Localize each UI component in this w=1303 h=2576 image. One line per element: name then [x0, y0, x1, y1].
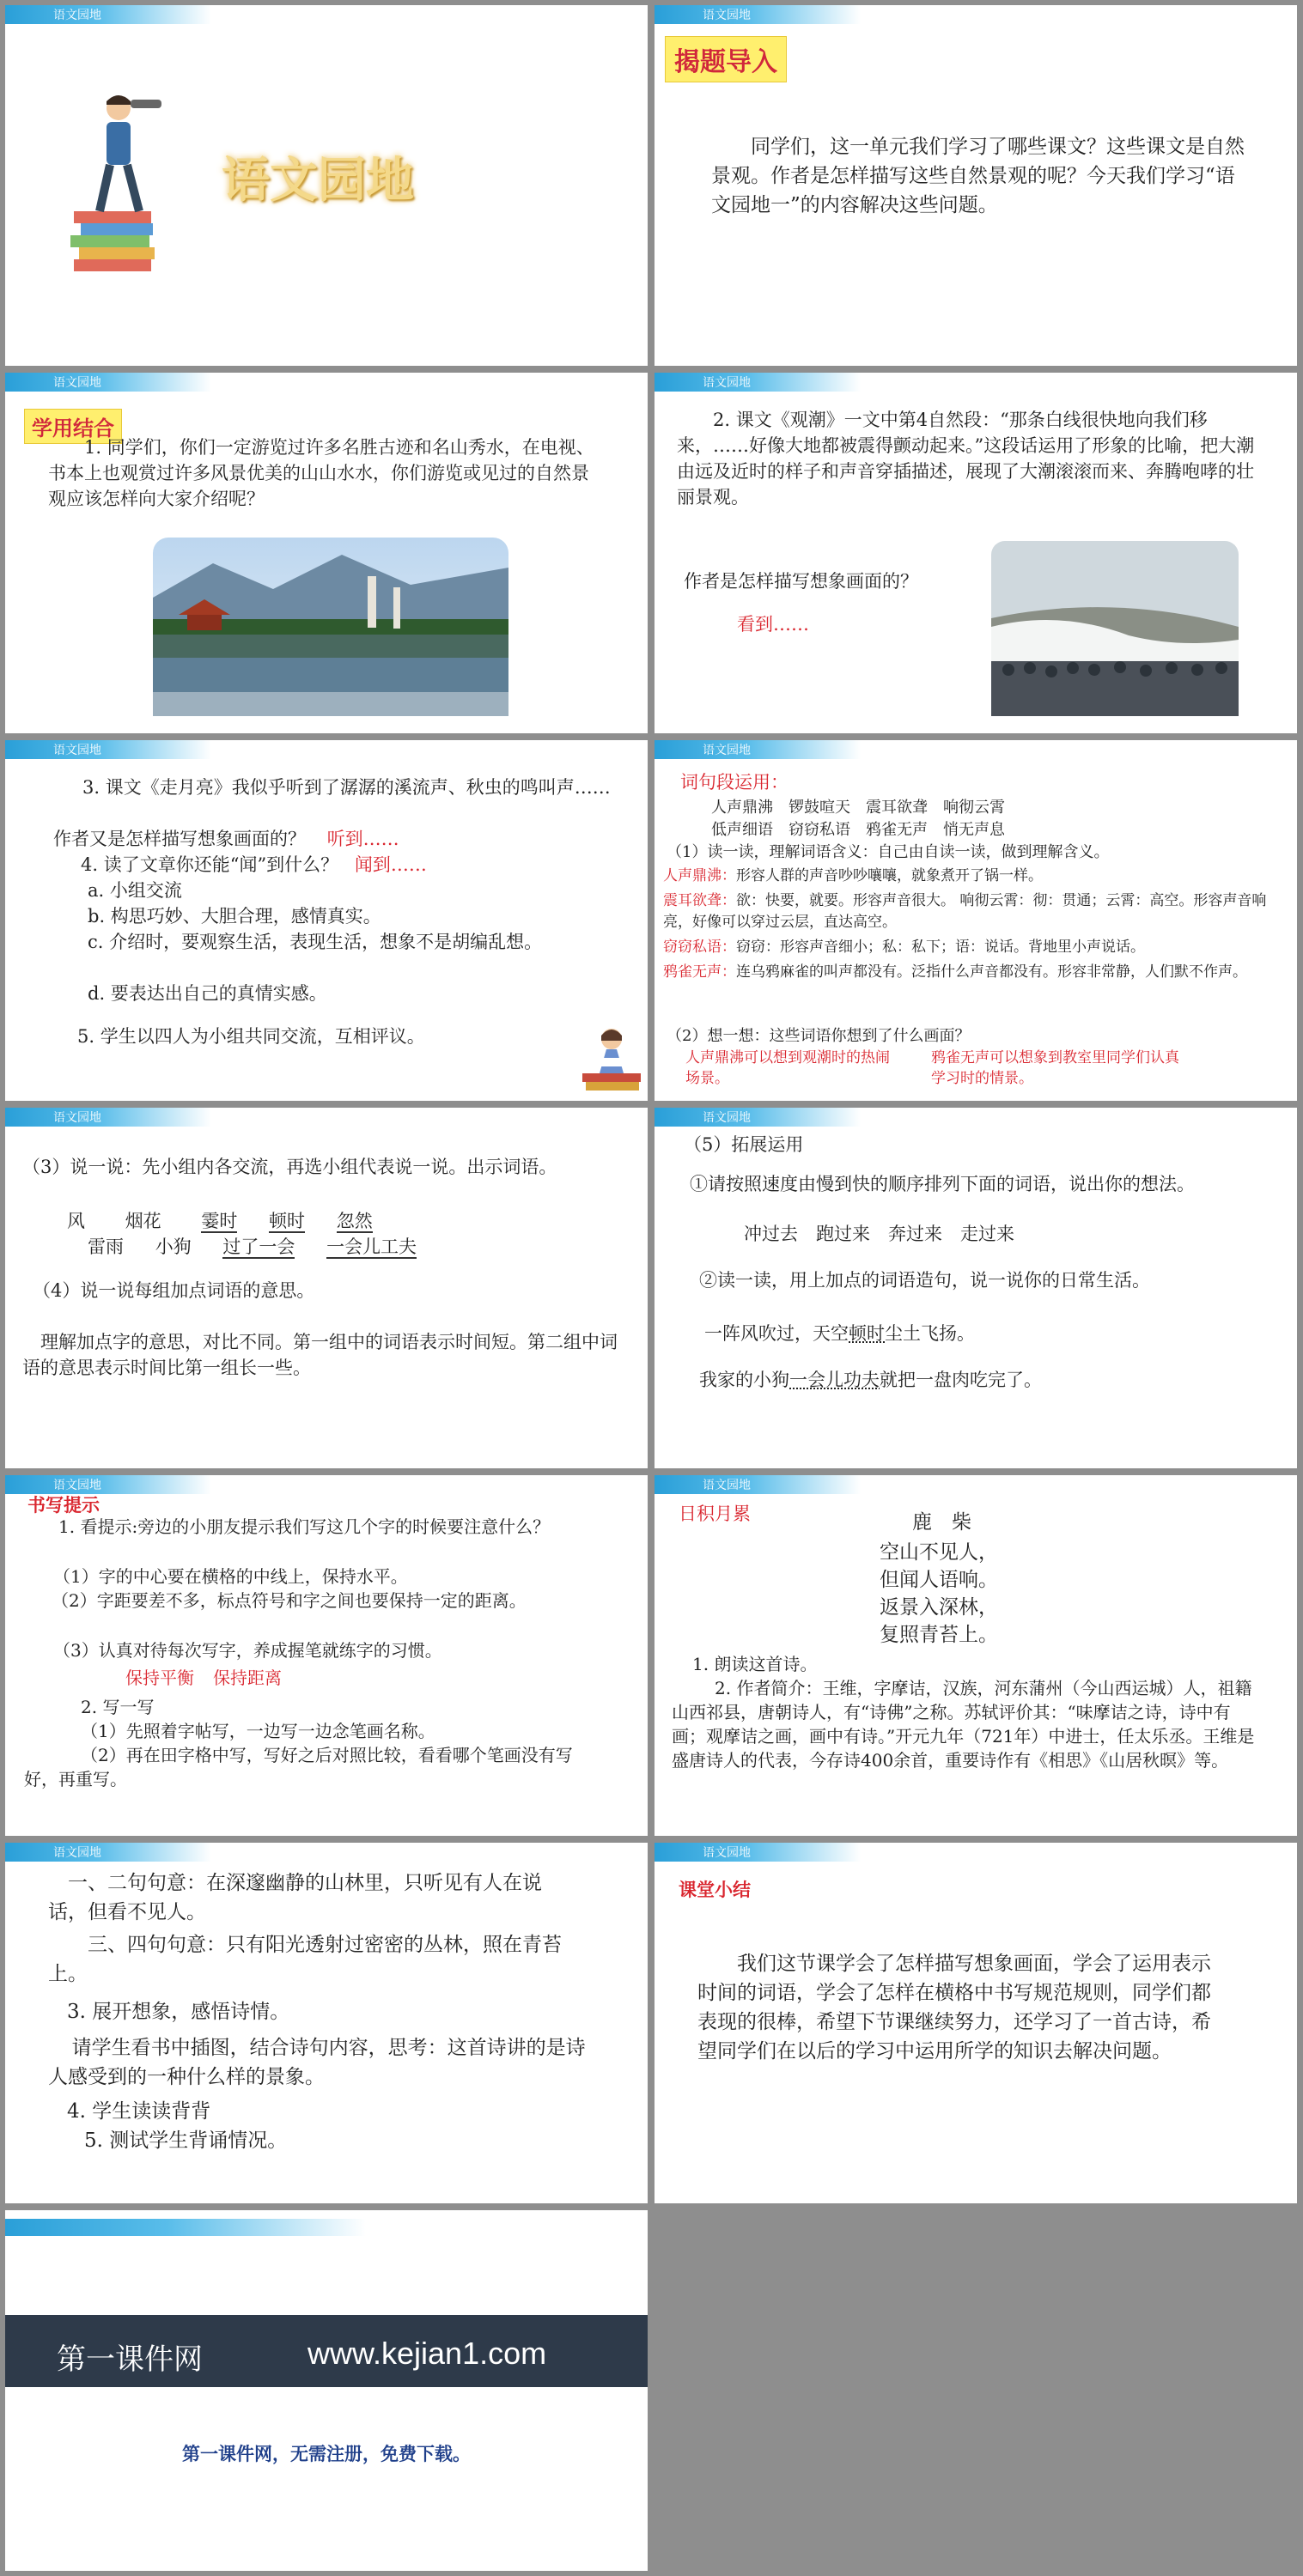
extend-p2: ②读一读，用上加点的词语造句，说一说你的日常生活。: [699, 1270, 1150, 1291]
title-text: 语文园地: [222, 153, 414, 209]
section-tag: 语文园地: [5, 5, 211, 24]
intro-text: 同学们，这一单元我们学习了哪些课文？这些课文是自然景观。作者是怎样描写这些自然景观的呢？今天我们学习“语文园地一”的内容解决这些问题。: [711, 136, 1245, 216]
section-tag: 语文园地: [655, 740, 861, 759]
meaning-l3: 3. 展开想象，感悟诗情。: [67, 2001, 290, 2023]
apply-badge: 学用结合: [24, 409, 122, 444]
slide-extend: [655, 1108, 1297, 1468]
meaning-l2: 三、四句句意：只有阳光透射过密密的丛林，照在青苔上。: [48, 1934, 562, 1985]
section-tag: 语文园地: [655, 1843, 861, 1862]
words-row-1: 人声鼎沸 锣鼓喧天 震耳欲聋 响彻云霄: [711, 799, 1005, 817]
moon-item-a: a. 小组交流: [88, 880, 182, 901]
time-explanation: 理解加点字的意思，对比不同。第一组中的词语表示时间短。第二组中词语的意思表示时间比第一组长一些。: [22, 1332, 618, 1378]
writing-l1: 1. 看提示:旁边的小朋友提示我们写这几个字的时候要注意什么？: [58, 1516, 551, 1537]
section-tag: 语文园地: [655, 373, 861, 392]
moon-question-text: 作者又是怎样描写想象画面的？: [53, 829, 306, 849]
word-definitions: [663, 866, 1282, 983]
reader-on-books-illustration: [65, 82, 168, 280]
writing-keys: [125, 1666, 282, 1690]
section-tag: 语文园地: [655, 5, 861, 24]
poem-l1: 1. 朗读这首诗。: [692, 1654, 818, 1674]
summary-heading: 课堂小结: [679, 1879, 751, 1900]
slide-meaning: [5, 1843, 648, 2203]
word-guoleyihui: 过了一会: [222, 1236, 295, 1257]
words-heading: 词句段运用：: [680, 772, 788, 793]
moon-smell-question: 4. 读了文章你还能“闻”到什么？: [81, 854, 339, 875]
time-q4: （4）说一说每组加点词语的意思。: [33, 1280, 315, 1301]
definition-term-2: 震耳欲聋：: [663, 892, 736, 909]
word-xiaogou: 小狗: [155, 1236, 192, 1257]
intro-badge: 揭题导入: [665, 36, 787, 82]
slide-time-words: [5, 1108, 648, 1468]
slide-brand: [5, 2210, 648, 2571]
summary-text: 我们这节课学会了怎样描写想象画面，学会了运用表示时间的词语，学会了怎样在横格中书写规范规则，同学们都表现的很棒，希望下节课继续努力，还学习了一首古诗，希望同学们在以后的学习中运用所学的知识去解决问题。: [697, 1953, 1211, 2063]
section-tag: 语文园地: [5, 1475, 211, 1494]
writing-l6: （1）先照着字帖写，一边写一边念笔画名称。: [81, 1721, 435, 1741]
moon-group-line: 5. 学生以四人为小组共同交流，互相评议。: [77, 1026, 425, 1047]
definition-text-4: 连乌鸦麻雀的叫声都没有。泛指什么声音都没有。形容非常静，人们默不作声。: [736, 963, 1247, 981]
example-2-c: 就把一盘肉吃完了。: [880, 1370, 1042, 1390]
example-1-b: 顿时: [849, 1323, 885, 1344]
example-2-b: 一会儿功夫: [789, 1370, 880, 1390]
moon-question: [53, 826, 399, 852]
words-answer-2: 鸦雀无声可以想象到教室里同学们认真学习时的情景。: [931, 1049, 1179, 1087]
section-tag: 语文园地: [5, 1108, 211, 1127]
definition-text-2: 欲：快要，就要。形容声音很大。 响彻云霄：彻：贯通；云霄：高空。形容声音响亮，好像可以穿过云层，直达高空。: [663, 892, 1267, 931]
moon-item-d: d. 要表达出自己的真情实感。: [88, 983, 327, 1004]
lake-pagoda-photo: [153, 538, 508, 716]
word-leiyu: 雷雨: [88, 1236, 124, 1257]
word-huran: 忽然: [336, 1211, 373, 1231]
definition-4: [663, 962, 1282, 983]
slide-apply: [5, 373, 648, 733]
slide-poem: [655, 1475, 1297, 1836]
brand-name: 第一课件网: [57, 2342, 203, 2377]
word-dunshi: 顿时: [269, 1211, 306, 1231]
poem-line-3: 返景入深林，: [880, 1596, 998, 1619]
slide-tide: [655, 373, 1297, 733]
definition-2: [663, 890, 1282, 933]
moon-item-b: b. 构思巧妙、大胆合理，感情真实。: [88, 906, 381, 927]
words-row-2: 低声细语 窃窃私语 鸦雀无声 悄无声息: [711, 821, 1005, 839]
writing-l7: （2）再在田字格中写，写好之后对照比较，看看哪个笔画没有写好，再重写。: [24, 1745, 573, 1789]
poem-lines: [880, 1539, 998, 1649]
moon-line-1: 3. 课文《走月亮》我似乎听到了潺潺的溪流声、秋虫的鸣叫声……: [82, 777, 611, 798]
definition-text-3: 窃窃：形容声音细小；私：私下；语：说话。背地里小声说话。: [736, 939, 1145, 956]
moon-smell-line: [81, 852, 427, 878]
slide-summary: [655, 1843, 1297, 2203]
meaning-l1: 一、二句句意：在深邃幽静的山林里，只听见有人在说话，但看不见人。: [48, 1872, 542, 1923]
tide-crowd-photo: [991, 541, 1239, 716]
section-tag: 语文园地: [5, 740, 211, 759]
brand-note: 第一课件网，无需注册，免费下载。: [182, 2443, 471, 2464]
words-q1: （1）读一读，理解词语含义：自己由自读一读，做到理解含义。: [667, 843, 1110, 861]
slide-moon: [5, 740, 648, 1101]
writing-heading: 书写提示: [27, 1494, 100, 1516]
section-tag: 语文园地: [655, 1108, 861, 1127]
poem-author-bio: 2. 作者简介：王维，字摩诘，汉族，河东蒲州（今山西运城）人，祖籍山西祁县，唐朝诗人，有“诗佛”之称。苏轼评价其：“味摩诘之诗，诗中有画；观摩诘之画，画中有诗。”开元九年（721年）中进士，任太乐丞。王维是盛唐诗人的代表，今存诗400余首，重要诗作有《相思》《山居秋暝》等。: [672, 1678, 1255, 1771]
meaning-l5: 4. 学生读读背背: [67, 2100, 211, 2123]
definition-3: [663, 937, 1282, 958]
moon-item-c: c. 介绍时，要观察生活，表现生活，想象不是胡编乱想。: [88, 932, 543, 952]
definition-term-3: 窃窃私语：: [663, 939, 736, 956]
section-tag: 语文园地: [5, 1843, 211, 1862]
word-yanhua: 烟花: [125, 1211, 161, 1231]
example-2-a: 我家的小狗: [699, 1370, 789, 1390]
section-tag: 语文园地: [5, 373, 211, 392]
extend-example-1: [704, 1321, 975, 1346]
example-1-c: 尘土飞扬。: [885, 1323, 975, 1344]
example-1-a: 一阵风吹过，天空: [704, 1323, 849, 1344]
meaning-l4: 请学生看书中插图，结合诗句内容，思考：这首诗讲的是诗人感受到的一种什么样的景象。: [48, 2037, 586, 2088]
definition-term-1: 人声鼎沸：: [663, 867, 736, 884]
writing-l5: 2. 写一写: [81, 1697, 155, 1717]
definition-1: [663, 866, 1282, 887]
brand-accent-bar: [5, 2219, 366, 2236]
poem-line-4: 复照青苔上。: [880, 1624, 998, 1646]
tide-question: 作者是怎样描写想象画面的？: [684, 571, 918, 592]
word-shashi: 霎时: [201, 1211, 238, 1231]
word-yihuiergongfu: 一会儿工夫: [326, 1236, 417, 1257]
moon-answer-hear: 听到……: [326, 829, 399, 849]
slide-writing: [5, 1475, 648, 1836]
tide-text: 2. 课文《观潮》一文中第4自然段：“那条白线很快地向我们移来，……好像大地都被震得颤动起来。”这段话运用了形象的比喻，把大潮由远及近时的样子和声音穿插描述，展现了大潮滚滚而来、奔腾咆哮的壮丽景观。: [677, 410, 1255, 507]
writing-key-distance: 保持距离: [213, 1668, 282, 1688]
writing-key-balance: 保持平衡: [125, 1668, 194, 1688]
poem-title: 鹿 柴: [912, 1511, 971, 1534]
definition-term-4: 鸦雀无声：: [663, 963, 736, 981]
time-q3: （3）说一说：先小组内各交流，再选小组代表说一说。出示词语。: [22, 1157, 557, 1177]
tide-answer: 看到……: [737, 614, 809, 635]
section-tag: 语文园地: [655, 1475, 861, 1494]
slide-words: [655, 740, 1297, 1101]
writing-l4: （3）认真对待每次写字，养成握笔就练字的习惯。: [53, 1640, 442, 1661]
extend-words: 冲过去 跑过来 奔过来 走过来: [744, 1224, 1014, 1244]
word-feng: 风: [67, 1211, 85, 1231]
words-q2: （2）想一想：这些词语你想到了什么画面？: [667, 1027, 971, 1045]
slide-title: [5, 5, 648, 366]
meaning-l6: 5. 测试学生背诵情况。: [84, 2129, 288, 2152]
writing-l2: （1）字的中心要在横格的中线上，保持水平。: [53, 1566, 408, 1587]
extend-p1: ①请按照速度由慢到快的顺序排列下面的词语，说出你的想法。: [690, 1174, 1195, 1194]
apply-text: 1. 同学们，你们一定游览过许多名胜古迹和名山秀水，在电视、书本上也观赏过许多风景优美的山山水水，你们游览或见过的自然景观应该怎样向大家介绍呢？: [48, 437, 594, 509]
extend-heading: （5）拓展运用: [684, 1134, 804, 1155]
girl-reading-illustration: [581, 1024, 642, 1092]
extend-example-2: [699, 1367, 1042, 1393]
time-words-row-1: [67, 1207, 373, 1233]
poem-line-2: 但闻人语响。: [880, 1569, 998, 1591]
writing-l3: （2）字距要差不多，标点符号和字之间也要保持一定的距离。: [52, 1590, 527, 1611]
moon-answer-smell: 闻到……: [354, 854, 427, 875]
poem-line-1: 空山不见人，: [880, 1541, 998, 1564]
definition-text-1: 形容人群的声音吵吵嚷嚷，就象煮开了锅一样。: [736, 867, 1043, 884]
slide-intro: [655, 5, 1297, 366]
poem-heading: 日积月累: [679, 1504, 751, 1524]
words-answer-1: 人声鼎沸可以想到观潮时的热闹场景。: [685, 1049, 890, 1087]
time-words-row-2: [88, 1233, 417, 1259]
brand-url[interactable]: www.kejian1.com: [307, 2336, 547, 2371]
